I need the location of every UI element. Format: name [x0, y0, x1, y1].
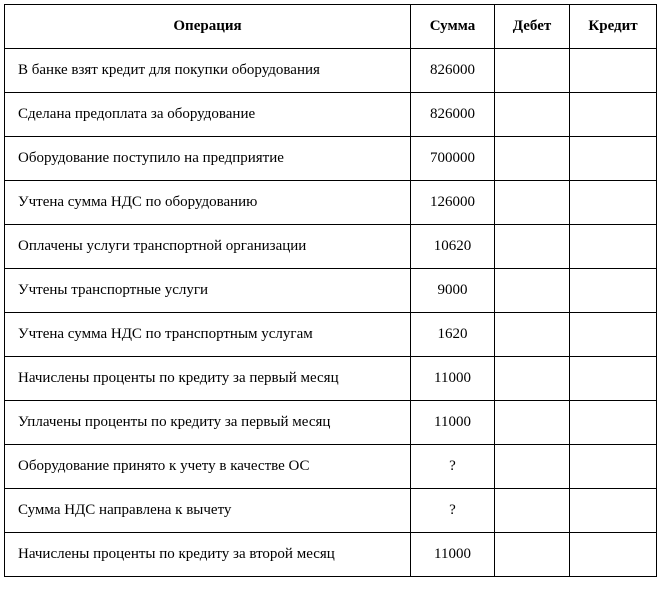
table-row	[5, 489, 657, 533]
table-row	[5, 93, 657, 137]
table-row	[5, 225, 657, 269]
credit-cell	[570, 313, 657, 357]
debit-cell	[495, 401, 570, 445]
header-row	[5, 5, 657, 49]
table-row	[5, 445, 657, 489]
credit-cell	[570, 269, 657, 313]
amount-cell: 826000	[411, 49, 495, 93]
table-row	[5, 137, 657, 181]
operation-cell: Оборудование принято к учету в качестве ОС	[5, 445, 411, 489]
credit-cell	[570, 489, 657, 533]
operations-table	[4, 4, 657, 577]
credit-cell	[570, 181, 657, 225]
header-credit: Кредит	[570, 5, 657, 49]
amount-cell: 700000	[411, 137, 495, 181]
credit-cell	[570, 401, 657, 445]
table-body	[5, 49, 657, 577]
header-operation: Операция	[5, 5, 411, 49]
table-row	[5, 49, 657, 93]
table-row	[5, 313, 657, 357]
amount-cell: 11000	[411, 357, 495, 401]
table-row	[5, 181, 657, 225]
operation-cell: Оплачены услуги транспортной организации	[5, 225, 411, 269]
debit-cell	[495, 489, 570, 533]
credit-cell	[570, 137, 657, 181]
debit-cell	[495, 445, 570, 489]
credit-cell	[570, 49, 657, 93]
operation-cell: Уплачены проценты по кредиту за первый месяц	[5, 401, 411, 445]
amount-cell: 11000	[411, 401, 495, 445]
operation-cell: Сделана предоплата за оборудование	[5, 93, 411, 137]
credit-cell	[570, 445, 657, 489]
operation-cell: Сумма НДС направлена к вычету	[5, 489, 411, 533]
debit-cell	[495, 137, 570, 181]
amount-cell: 10620	[411, 225, 495, 269]
operation-cell: В банке взят кредит для покупки оборудования	[5, 49, 411, 93]
header-debit: Дебет	[495, 5, 570, 49]
operation-cell: Учтена сумма НДС по транспортным услугам	[5, 313, 411, 357]
credit-cell	[570, 225, 657, 269]
operation-cell: Начислены проценты по кредиту за первый месяц	[5, 357, 411, 401]
table-row	[5, 401, 657, 445]
amount-cell: 9000	[411, 269, 495, 313]
debit-cell	[495, 269, 570, 313]
amount-cell: 126000	[411, 181, 495, 225]
operation-cell: Оборудование поступило на предприятие	[5, 137, 411, 181]
operation-cell: Учтены транспортные услуги	[5, 269, 411, 313]
debit-cell	[495, 357, 570, 401]
debit-cell	[495, 533, 570, 577]
table-row	[5, 269, 657, 313]
credit-cell	[570, 93, 657, 137]
header-amount: Сумма	[411, 5, 495, 49]
debit-cell	[495, 225, 570, 269]
operation-cell: Учтена сумма НДС по оборудованию	[5, 181, 411, 225]
debit-cell	[495, 181, 570, 225]
amount-cell: 1620	[411, 313, 495, 357]
credit-cell	[570, 357, 657, 401]
debit-cell	[495, 313, 570, 357]
debit-cell	[495, 93, 570, 137]
amount-cell: 826000	[411, 93, 495, 137]
amount-cell: ?	[411, 445, 495, 489]
table-row	[5, 357, 657, 401]
amount-cell: 11000	[411, 533, 495, 577]
table-row	[5, 533, 657, 577]
credit-cell	[570, 533, 657, 577]
operation-cell: Начислены проценты по кредиту за второй месяц	[5, 533, 411, 577]
debit-cell	[495, 49, 570, 93]
amount-cell: ?	[411, 489, 495, 533]
table-header	[5, 5, 657, 49]
